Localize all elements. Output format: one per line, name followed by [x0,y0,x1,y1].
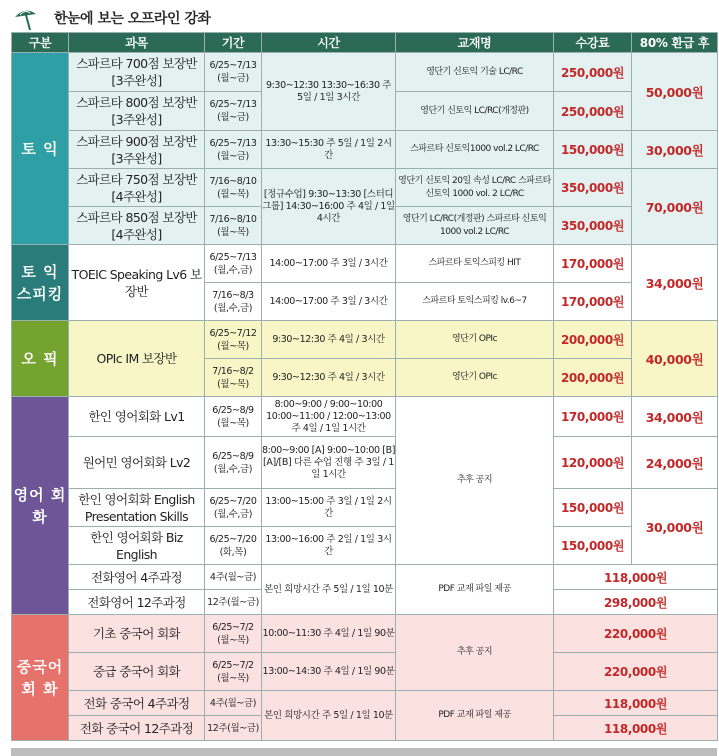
course-name: 스파르타 850점 보장반 [4주완성] [69,207,205,245]
table-row [12,691,718,716]
header-refund: 80% 환급 후 [632,33,718,53]
course-time: [정규수업] 9:30~13:30 [스터디 그룹] 14:30~16:00 주 4일 / 1일 4시간 [262,169,396,245]
course-fee: 350,000원 [554,169,632,207]
textbook: 추후 공지 [396,615,554,691]
course-name: 원어민 영어회화 Lv2 [69,437,205,489]
course-fee: 118,000원 [554,691,718,716]
course-time: 9:30~12:30 13:30~16:30 주 5일 / 1일 3시간 [262,53,396,131]
course-period: 6/25~7/12 (월~목) [205,321,262,359]
table-row [12,321,718,359]
course-time: 본인 희망시간 주 5일 / 1일 10분 [262,565,396,615]
course-period: 6/25~7/20 (화,목) [205,527,262,565]
course-fee: 250,000원 [554,53,632,92]
course-name: OPIc IM 보장반 [69,321,205,397]
course-name: 전화 중국어 4주과정 [69,691,205,716]
course-period: 12주(월~금) [205,590,262,615]
course-fee: 298,000원 [554,590,718,615]
course-period: 6/25~7/13 (월~금) [205,53,262,92]
table-row [12,653,718,691]
course-period: 7/16~8/2 (월~목) [205,359,262,397]
course-time: 8:00~9:00 / 9:00~10:00 10:00~11:00 / 12:00~13:00 주 4일 / 1일 1시간 [262,397,396,437]
course-time: 13:00~14:30 주 4일 / 1일 90분 [262,653,396,691]
header-period: 기간 [205,33,262,53]
textbook: 스파르타 신토익1000 vol.2 LC/RC [396,131,554,169]
category-toeic: 토 익 [12,53,69,245]
course-period: 6/25~7/13 (월~금) [205,131,262,169]
table-row [12,169,718,207]
refund-fee: 24,000원 [632,437,718,489]
course-name: 스파르타 700점 보장반 [3주완성] [69,53,205,92]
course-fee: 170,000원 [554,283,632,321]
course-fee: 350,000원 [554,207,632,245]
textbook: 영단기 신토익 LC/RC(개정판) [396,92,554,131]
category-toeic-speaking: 토 익 스피킹 [12,245,69,321]
course-name: 전화영어 12주과정 [69,590,205,615]
course-fee: 170,000원 [554,245,632,283]
header-course: 과목 [69,33,205,53]
course-period: 6/25~7/13 (월,수,금) [205,245,262,283]
course-time: 13:30~15:30 주 5일 / 1일 2시간 [262,131,396,169]
category-chinese-conversation: 중국어 회 화 [12,615,69,741]
course-name: TOEIC Speaking Lv6 보장반 [69,245,205,321]
course-fee: 200,000원 [554,359,632,397]
header-time: 시간 [262,33,396,53]
course-period: 6/25~7/2 (월~목) [205,653,262,691]
table-row [12,489,718,527]
header-book: 교재명 [396,33,554,53]
textbook: 추후 공지 [396,397,554,565]
refund-fee: 30,000원 [632,131,718,169]
course-name: 스파르타 800점 보장반 [3주완성] [69,92,205,131]
course-period: 6/25~7/13 (월~금) [205,92,262,131]
course-time: 13:00~16:00 주 2일 / 1일 3시간 [262,527,396,565]
course-time: 9:30~12:30 주 4일 / 3시간 [262,321,396,359]
category-english-conversation: 영어 회화 [12,397,69,615]
course-period: 4주(월~금) [205,691,262,716]
table-row [12,397,718,437]
table-row [12,527,718,565]
course-name: 중급 중국어 회화 [69,653,205,691]
textbook: 스파르타 토익스피킹 HIT [396,245,554,283]
textbook: 영단기 LC/RC(개정판) 스파르타 신토익 1000 vol.2 LC/RC [396,207,554,245]
course-fee: 220,000원 [554,653,718,691]
course-fee: 118,000원 [554,565,718,590]
course-name: 기초 중국어 회화 [69,615,205,653]
refund-fee: 30,000원 [632,489,718,565]
course-period: 6/25~8/9 (월~목) [205,397,262,437]
course-name: 전화영어 4주과정 [69,565,205,590]
course-name: 스파르타 900점 보장반 [3주완성] [69,131,205,169]
course-fee: 150,000원 [554,527,632,565]
refund-fee: 70,000원 [632,169,718,245]
refund-fee: 34,000원 [632,397,718,437]
course-time: 8:00~9:00 [A] 9:00~10:00 [B] [A]/[B] 다른 수업 진행 주 3일 / 1일 1시간 [262,437,396,489]
course-fee: 120,000원 [554,437,632,489]
course-fee: 170,000원 [554,397,632,437]
header-fee: 수강료 [554,33,632,53]
textbook: 영단기 신토익 기술 LC/RC [396,53,554,92]
course-fee: 200,000원 [554,321,632,359]
page-title: 한눈에 보는 오프라인 강좌 [54,11,211,27]
course-fee: 118,000원 [554,716,718,741]
course-period: 6/25~7/20 (월,수,금) [205,489,262,527]
table-row [12,437,718,489]
textbook: 영단기 OPIc [396,359,554,397]
course-time: 13:00~15:00 주 3일 / 1일 2시간 [262,489,396,527]
header-category: 구분 [12,33,69,53]
course-name: 전화 중국어 12주과정 [69,716,205,741]
course-fee: 150,000원 [554,131,632,169]
course-period: 12주(월~금) [205,716,262,741]
textbook: 영단기 신토익 20일 속성 LC/RC 스파르타 신토익 1000 vol. 2 LC/RC [396,169,554,207]
page-header [0,0,719,34]
course-period: 7/16~8/10 (월~목) [205,169,262,207]
course-name: 한인 영어회화 Biz English [69,527,205,565]
refund-fee: 40,000원 [632,321,718,397]
course-fee: 250,000원 [554,92,632,131]
table-row [12,615,718,653]
table-row [12,131,718,169]
course-name: 한인 영어회화 Lv1 [69,397,205,437]
course-fee: 150,000원 [554,489,632,527]
course-name: 한인 영어회화 English Presentation Skills [69,489,205,527]
textbook: PDF 교재 파일 제공 [396,691,554,741]
course-time: 본인 희망시간 주 5일 / 1일 10분 [262,691,396,741]
course-period: 6/25~7/2 (월~목) [205,615,262,653]
course-fee: 220,000원 [554,615,718,653]
course-time: 14:00~17:00 주 3일 / 3시간 [262,245,396,283]
textbook: PDF 교재 파일 제공 [396,565,554,615]
course-time: 9:30~12:30 주 4일 / 3시간 [262,359,396,397]
course-time: 10:00~11:30 주 4일 / 1일 90분 [262,615,396,653]
table-row [12,245,718,283]
textbook: 영단기 OPIc [396,321,554,359]
course-name: 스파르타 750점 보장반 [4주완성] [69,169,205,207]
table-row [12,565,718,590]
table-header-row [12,33,718,53]
course-period: 7/16~8/3 (월,수,금) [205,283,262,321]
course-period: 4주(월~금) [205,565,262,590]
category-opic: 오 픽 [12,321,69,397]
textbook: 스파르타 토익스피킹 lv.6~7 [396,283,554,321]
course-table [11,32,718,741]
course-period: 6/25~8/9 (월,수,금) [205,437,262,489]
table-row [12,53,718,92]
beach-umbrella-icon [12,5,38,31]
refund-fee: 34,000원 [632,245,718,321]
course-period: 7/16~8/10 (월~목) [205,207,262,245]
bottom-bar [11,748,717,756]
refund-fee: 50,000원 [632,53,718,131]
course-time: 14:00~17:00 주 3일 / 3시간 [262,283,396,321]
